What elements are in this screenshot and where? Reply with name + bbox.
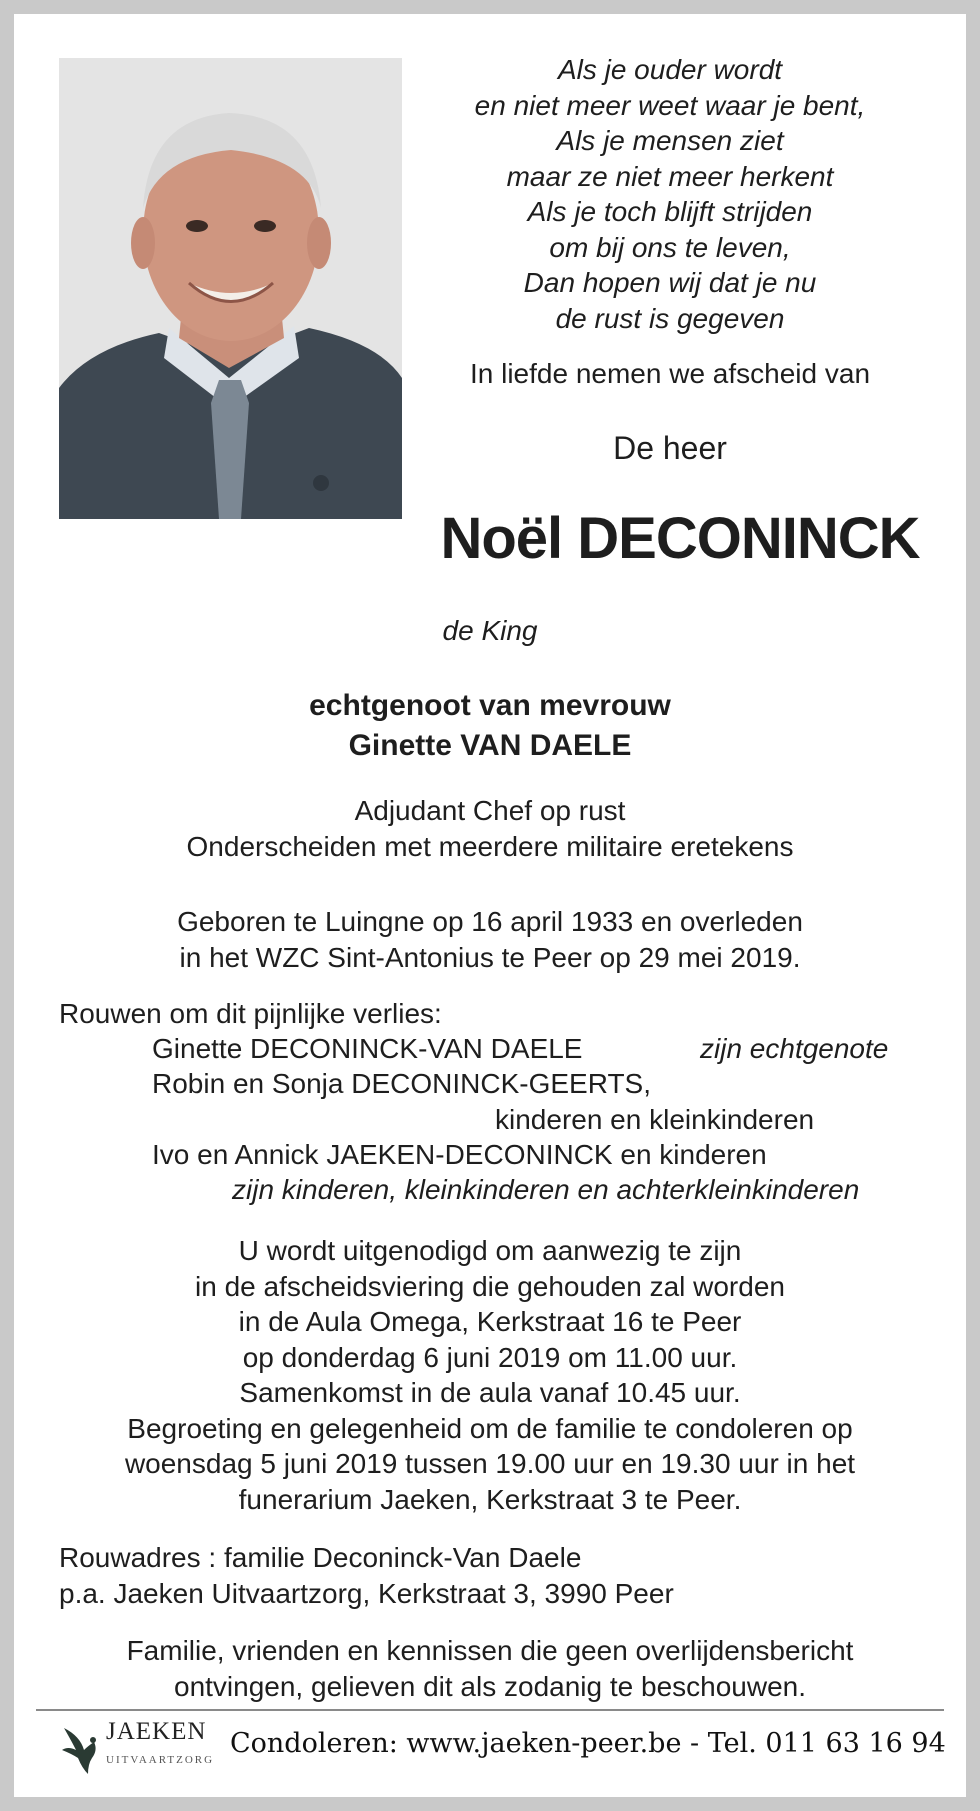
invite-line: Samenkomst in de aula vanaf 10.45 uur. <box>239 1377 741 1408</box>
spouse-block <box>60 686 920 766</box>
address-line: Rouwadres : familie Deconinck-Van Daele <box>59 1542 582 1573</box>
poem-line: Dan hopen wij dat je nu <box>523 267 817 298</box>
logo-name: JAEKEN <box>106 1718 207 1745</box>
footer-divider <box>36 1709 944 1711</box>
dove-icon <box>58 1720 100 1776</box>
spouse-line: echtgenoot van mevrouw <box>309 689 671 722</box>
poem-line: de rust is gegeven <box>555 302 785 334</box>
invite-line: Begroeting en gelegenheid om de familie te condoleren op <box>127 1412 853 1444</box>
death-line: in het WZC Sint-Antonius te Peer op 29 mei 2019. <box>179 942 801 973</box>
mourners-heading: Rouwen om dit pijnlijke verlies: <box>59 998 442 1029</box>
poem-line: Als je ouder wordt <box>557 54 783 85</box>
mourning-address <box>59 1540 674 1612</box>
condolence-line: Condoleren: www.jaeken-peer.be - Tel. 011 63 16 94 <box>230 1728 946 1759</box>
honorific: De heer <box>613 430 727 466</box>
poem-line: Als je mensen ziet <box>556 125 784 156</box>
invite-line: op donderdag 6 juni 2019 om 11.00 uur. <box>242 1341 738 1373</box>
address-line: p.a. Jaeken Uitvaartzorg, Kerkstraat 3, 3990 Peer <box>59 1578 674 1609</box>
portrait-illustration <box>59 58 402 519</box>
farewell-line: In liefde nemen we afscheid van <box>469 358 871 389</box>
invite-line: in de afscheidsviering die gehouden zal worden <box>195 1270 785 1302</box>
invite-line: U wordt uitgenodigd om aanwezig te zijn <box>238 1235 742 1266</box>
poem-line: om bij ons te leven, <box>549 231 791 263</box>
mourner-role: zijn echtgenote <box>700 1033 889 1064</box>
poem-line: maar ze niet meer herkent <box>506 160 834 192</box>
invite-line: funerarium Jaeken, Kerkstraat 3 te Peer. <box>238 1483 742 1515</box>
poem-line: Als je toch blijft strijden <box>527 196 813 227</box>
poem <box>420 52 920 336</box>
mourner-role: kinderen en kleinkinderen <box>495 1104 815 1135</box>
poem-line: en niet meer weet waar je bent, <box>474 89 866 121</box>
logo-subtitle: UITVAARTZORG <box>106 1754 215 1766</box>
invite-line: woensdag 5 juni 2019 tussen 19.00 uur en 19.30 uur in het <box>124 1448 856 1479</box>
notice-line: Familie, vrienden en kennissen die geen overlijdensbericht <box>126 1635 854 1666</box>
birth-death-block <box>60 904 920 976</box>
invitation-block <box>40 1233 940 1517</box>
mourner-role: zijn kinderen, kleinkinderen en achterkleinkinderen <box>232 1174 860 1205</box>
deceased-name: Noël DECONINCK <box>440 506 920 571</box>
mourner-name: Robin en Sonja DECONINCK-GEERTS, <box>152 1068 651 1099</box>
spouse-name: Ginette VAN DAELE <box>348 729 632 762</box>
birth-line: Geboren te Luingne op 16 april 1933 en overleden <box>177 906 803 937</box>
mourner-name: Ginette DECONINCK-VAN DAELE <box>152 1033 583 1064</box>
notice-line: ontvingen, gelieven dit als zodanig te beschouwen. <box>174 1671 806 1702</box>
honors-line: Onderscheiden met meerdere militaire eretekens <box>186 831 794 862</box>
portrait-photo <box>59 58 402 519</box>
notice-block <box>40 1633 940 1705</box>
invite-line: in de Aula Omega, Kerkstraat 16 te Peer <box>238 1306 742 1337</box>
rank-line: Adjudant Chef op rust <box>354 795 626 826</box>
mourner-name: Ivo en Annick JAEKEN-DECONINCK en kinderen <box>152 1139 767 1170</box>
nickname: de King <box>442 615 538 646</box>
rank-block <box>60 793 920 865</box>
